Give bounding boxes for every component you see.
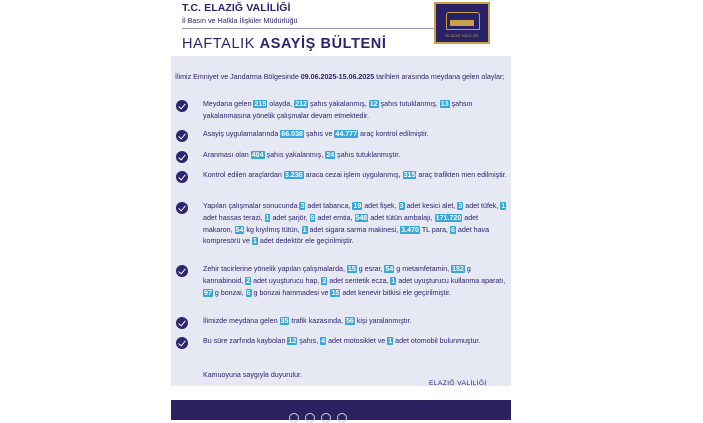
highlighted-number: 54 xyxy=(235,225,244,234)
item-text-segment: g bonzai hammadesi ve xyxy=(251,288,331,297)
check-icon xyxy=(176,202,188,214)
highlighted-number: 97 xyxy=(204,288,212,297)
highlighted-number: 3.238 xyxy=(284,171,303,179)
highlighted-number: 1 xyxy=(265,213,270,222)
highlighted-number: 54 xyxy=(385,265,394,273)
item-text xyxy=(203,336,508,348)
intro-before: İlimiz Emniyet ve Jandarma Bölgesinde xyxy=(175,73,301,81)
item-text-segment: adet şarjör, xyxy=(270,213,310,222)
highlighted-number: 215 xyxy=(254,100,267,108)
item-text-segment: Meydana gelen xyxy=(203,100,254,108)
item-text-segment: şahsın yakalanmasına yönelik çalışmalar devam etmektedir. xyxy=(203,100,473,120)
highlighted-number: 1 xyxy=(302,225,307,234)
highlighted-number: 3 xyxy=(300,202,305,210)
highlighted-number: 3 xyxy=(458,202,463,210)
social-icon[interactable] xyxy=(289,413,299,423)
item-text-segment: adet hava kompresörü ve xyxy=(203,225,490,246)
social-icon[interactable] xyxy=(337,413,347,423)
footer-bar xyxy=(171,400,511,420)
check-icon xyxy=(176,337,188,349)
item-text-segment: şahıs, xyxy=(297,337,321,345)
item-text-segment: adet makaron, xyxy=(203,213,479,234)
item-text-segment: g esrar, xyxy=(356,265,385,273)
highlighted-number: 15 xyxy=(347,265,356,273)
item-text xyxy=(203,201,508,248)
item-text-segment: şahıs yakalanmış, xyxy=(308,100,369,108)
highlighted-number: 13 xyxy=(440,100,449,108)
item-text xyxy=(203,99,508,123)
highlighted-number: 12 xyxy=(288,337,297,345)
item-text-segment: şahıs tutuklanmış, xyxy=(378,100,440,108)
item-text-segment: adet fişek, xyxy=(362,202,399,210)
department-name: İl Basın ve Halkla İlişkiler Müdürlüğü xyxy=(182,16,298,25)
item-text xyxy=(203,170,508,182)
highlighted-number: 3.470 xyxy=(401,225,419,234)
item-text-segment: olayda, xyxy=(267,100,295,108)
item-text-segment: Zehir tacirlerine yönelik yapılan çalışmalarda, xyxy=(203,265,347,273)
highlighted-number: 404 xyxy=(251,151,264,159)
title-part-1: HAFTALIK xyxy=(182,36,260,52)
check-icon xyxy=(176,100,188,112)
highlighted-number: 315 xyxy=(403,171,416,179)
item-text xyxy=(203,150,508,162)
item-text-segment: g bonzai, xyxy=(212,288,246,297)
item-text-segment: adet tütün ambalajı, xyxy=(368,213,435,222)
item-text xyxy=(203,316,508,328)
item-text xyxy=(203,129,508,141)
item-text xyxy=(203,264,508,299)
item-text-segment: araç trafikten men edilmiştir. xyxy=(416,171,507,179)
item-text-segment: adet uyuşturucu hap, xyxy=(251,276,322,285)
item-text-segment: şahıs ve xyxy=(304,130,335,138)
highlighted-number: 19 xyxy=(353,202,362,210)
logo-text: ELAZIĞ VALİLİĞİ xyxy=(445,34,479,38)
highlighted-number: 548 xyxy=(355,213,368,222)
highlighted-number: 9 xyxy=(310,213,315,222)
item-text-segment: adet motosiklet ve xyxy=(326,337,388,345)
item-text-segment: şahıs tutuklanmıştır. xyxy=(335,151,401,159)
item-text-segment: trafik kazasında, xyxy=(289,317,345,325)
item-text-segment: adet hassas terazi, xyxy=(203,213,265,222)
highlighted-number: 1 xyxy=(391,276,396,285)
social-icon[interactable] xyxy=(321,413,331,423)
item-text-segment: Bu süre zarfında kaybolan xyxy=(203,337,288,345)
item-text-segment: adet otomobil bulunmuştur. xyxy=(393,337,481,345)
highlighted-number: 2 xyxy=(322,276,327,285)
highlighted-number: 35 xyxy=(280,317,289,325)
check-icon xyxy=(176,130,188,142)
item-text-segment: İlimizde meydana gelen xyxy=(203,317,280,325)
item-text-segment: araç kontrol edilmiştir. xyxy=(358,130,429,138)
governorship-logo xyxy=(434,2,490,44)
highlighted-number: 44.777 xyxy=(335,130,358,138)
item-text-segment: adet dedektör ele geçirilmiştir. xyxy=(257,237,354,246)
item-text-segment: TL para, xyxy=(419,225,450,234)
item-text-segment: adet uyuşturucu kullanma aparatı, xyxy=(396,276,506,285)
check-icon xyxy=(176,171,188,183)
bulletin-sheet xyxy=(171,0,511,420)
governorship-name: T.C. ELAZIĞ VALİLİĞİ xyxy=(182,2,291,14)
item-text-segment: araca cezai işlem uygulanmış, xyxy=(303,171,403,179)
building-base xyxy=(450,20,474,26)
highlighted-number: 4 xyxy=(321,337,326,345)
highlighted-number: 6 xyxy=(450,225,455,234)
header-divider xyxy=(182,28,434,29)
highlighted-number: 3 xyxy=(399,202,404,210)
highlighted-number: 24 xyxy=(326,151,335,159)
check-icon xyxy=(176,151,188,163)
highlighted-number: 1 xyxy=(252,237,257,246)
signature: ELAZIĞ VALİLİĞİ xyxy=(429,380,487,387)
highlighted-number: 152 xyxy=(452,265,464,273)
highlighted-number: 1 xyxy=(388,337,393,345)
highlighted-number: 171.720 xyxy=(435,213,462,222)
check-icon xyxy=(176,317,188,329)
item-text-segment: Aranması olan xyxy=(203,151,251,159)
highlighted-number: 12 xyxy=(369,100,378,108)
bulletin-title xyxy=(182,36,387,52)
intro-dates: 09.06.2025-15.06.2025 xyxy=(300,73,375,81)
item-text-segment: adet kesici alet, xyxy=(404,202,458,210)
highlighted-number: 212 xyxy=(295,100,307,108)
item-text-segment: adet kenevir bitkisi ele geçirilmiştir. xyxy=(340,288,452,297)
item-text-segment: kg kıyılmış tütün, xyxy=(244,225,302,234)
item-text-segment: Kontrol edilen araçlardan xyxy=(203,171,284,179)
highlighted-number: 1 xyxy=(501,202,506,210)
item-text-segment: adet tabanca, xyxy=(305,202,353,210)
highlighted-number: 56 xyxy=(345,317,354,325)
item-text-segment: adet tüfek, xyxy=(463,202,501,210)
closing-text: Kamuoyuna saygıyla duyurulur. xyxy=(203,371,302,379)
item-text-segment: Yapılan çalışmalar sonucunda xyxy=(203,202,300,210)
bulletin-content xyxy=(171,56,511,386)
item-text-segment: adet emtia, xyxy=(315,213,355,222)
item-text-segment: g kannabinoid, xyxy=(203,265,471,285)
title-part-2: ASAYİŞ BÜLTENİ xyxy=(259,36,387,52)
highlighted-number: 15 xyxy=(331,288,340,297)
item-text-segment: adet sentetik ecza, xyxy=(327,276,391,285)
item-text-segment: Asayiş uygulamalarında xyxy=(203,130,281,138)
check-icon xyxy=(176,265,188,277)
item-text-segment: adet sigara sarma makinesi, xyxy=(307,225,401,234)
item-text-segment: g metamfetamin, xyxy=(394,265,452,273)
social-icon[interactable] xyxy=(305,413,315,423)
item-text-segment: kişi yaralanmıştır. xyxy=(354,317,412,325)
intro-paragraph xyxy=(175,72,510,84)
highlighted-number: 66.038 xyxy=(281,130,303,138)
highlighted-number: 6 xyxy=(246,288,251,297)
item-text-segment: şahıs yakalanmış, xyxy=(264,151,326,159)
intro-after: tarihleri arasında meydana gelen olaylar; xyxy=(374,73,505,81)
highlighted-number: 2 xyxy=(246,276,251,285)
